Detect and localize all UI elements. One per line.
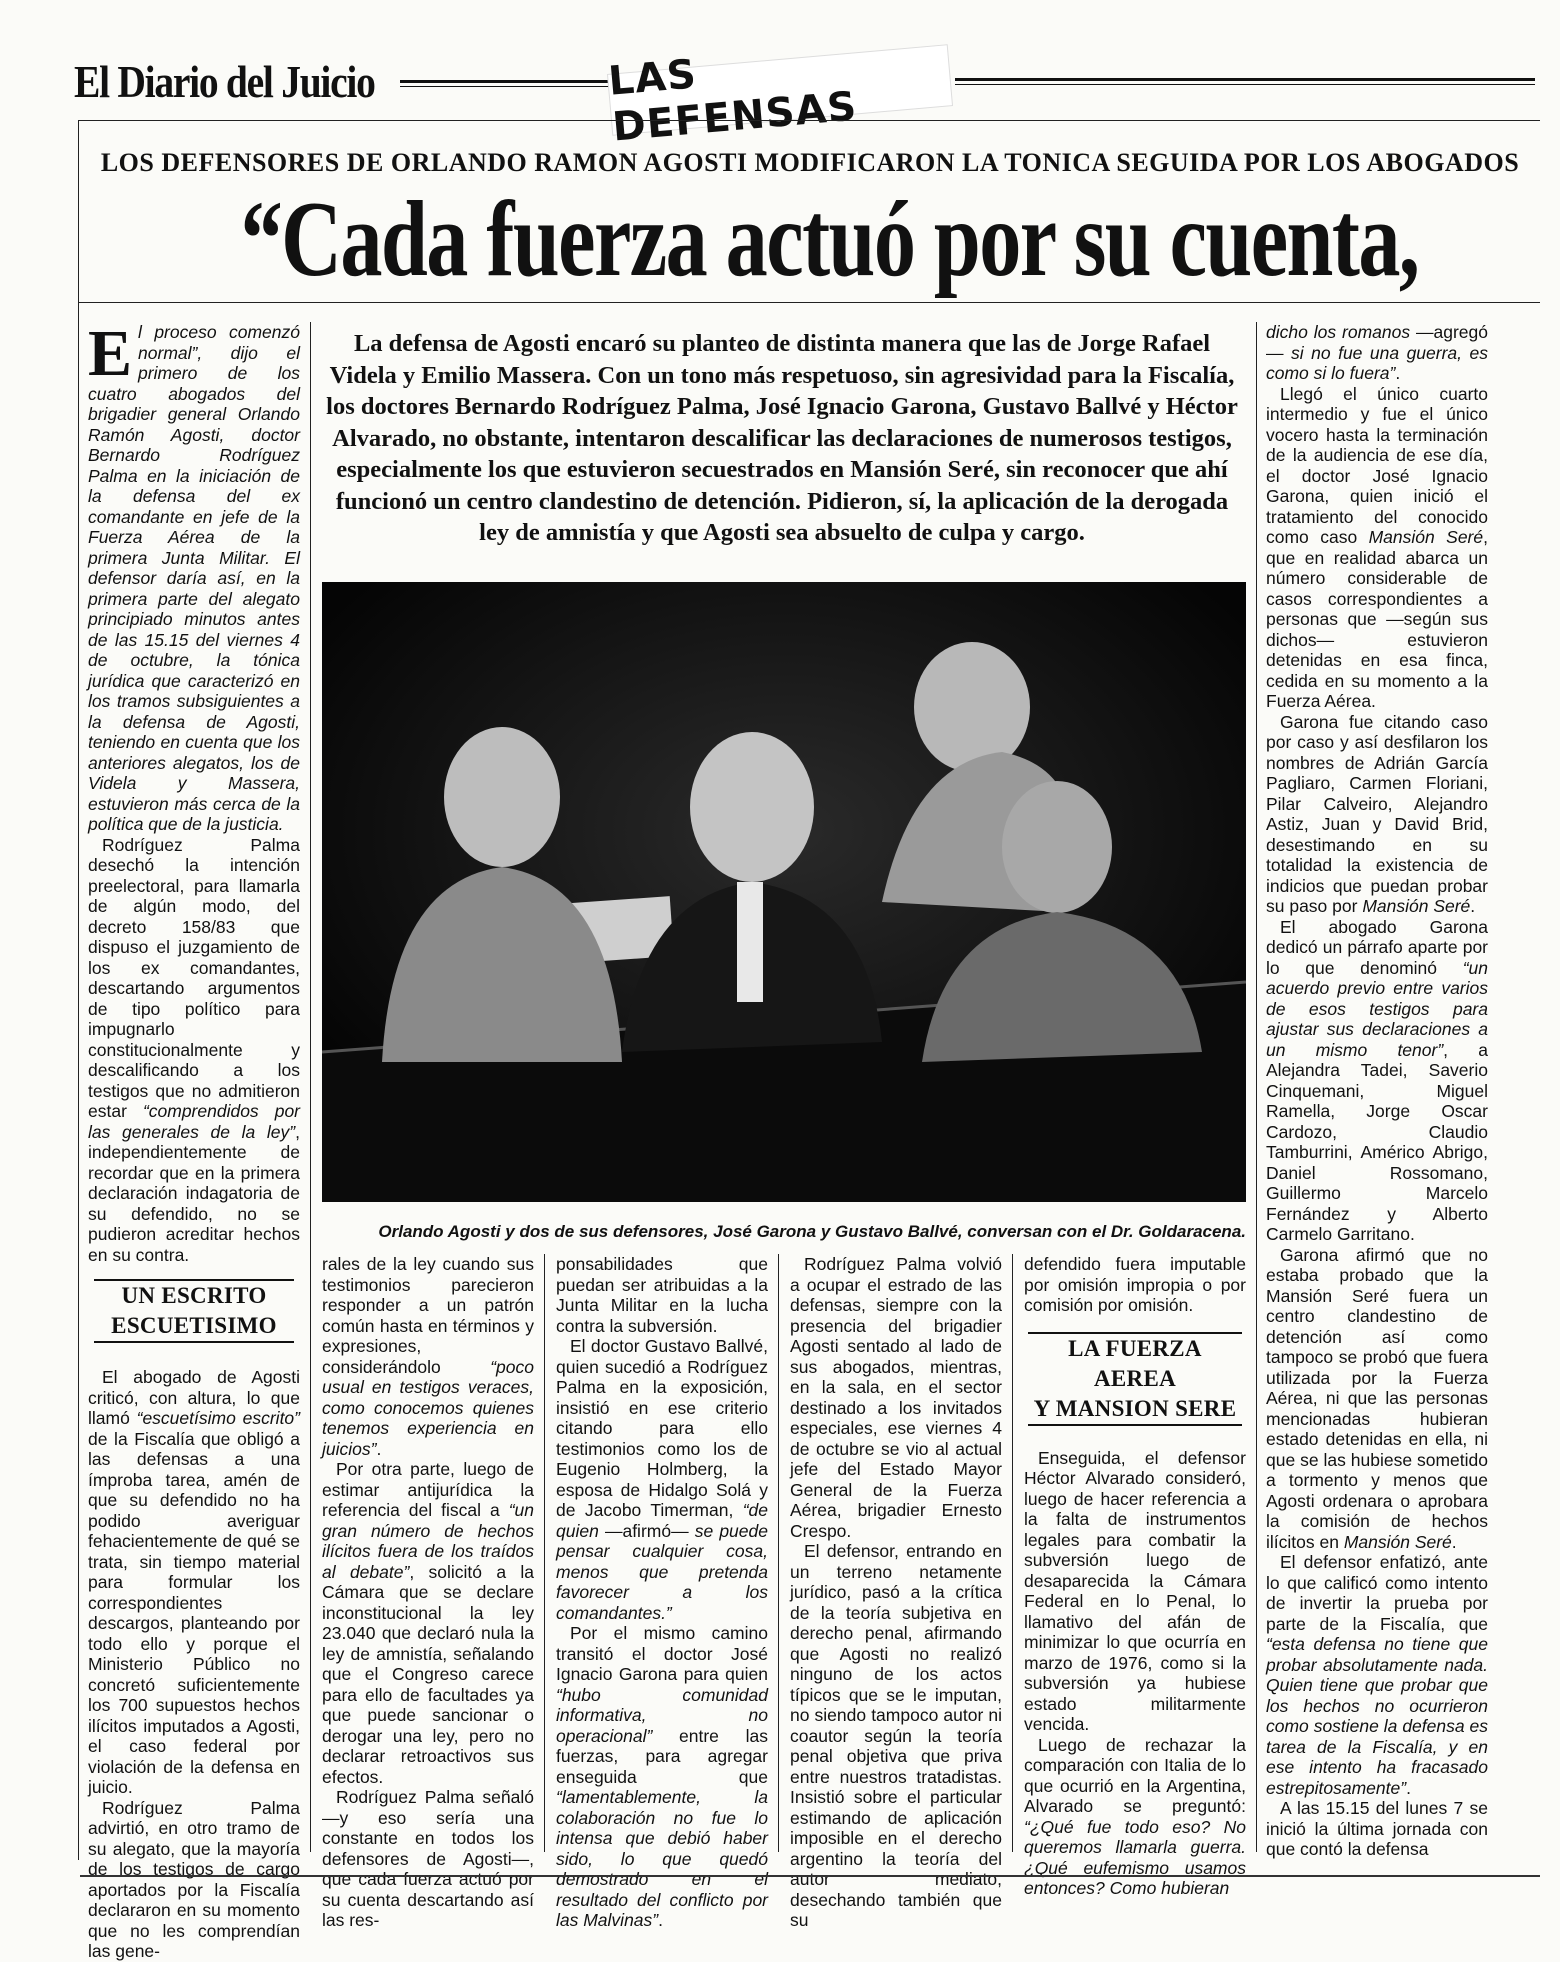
paragraph: defendido fuera imputable por omisión impropia o por comisión por omisión. xyxy=(1024,1254,1246,1315)
text: —afirmó— xyxy=(598,1520,695,1541)
subhead-line: ESCUETISIMO xyxy=(111,1313,277,1338)
bottom-rule xyxy=(80,1875,1540,1877)
paragraph xyxy=(556,1623,768,1931)
shirt xyxy=(737,882,763,1002)
person-head xyxy=(690,732,814,882)
subhead-un-escrito xyxy=(94,1279,294,1343)
photo-illustration xyxy=(322,582,1246,1202)
text: El abogado de Agosti criticó, con altura, lo que llamó xyxy=(88,1367,300,1428)
text: El doctor Gustavo Ballvé, quien sucedió a Rodríguez Palma en la exposición, insistió en ese criterio citando para ello testimonios como los de Eugenio Holmberg, la esposa de Hidalgo Solá y de Jacobo Timerman, xyxy=(556,1336,768,1520)
text: . xyxy=(376,1438,382,1459)
text: “¿Qué fue todo eso? No queremos llamarla guerra. ¿Qué eufemismo usamos entonces? Como hubieran xyxy=(1024,1816,1246,1898)
photo xyxy=(322,582,1246,1202)
text: “de quien xyxy=(556,1500,768,1541)
text: si no fue una guerra, es como si lo fuera” xyxy=(1266,342,1488,383)
text: . xyxy=(1451,1531,1457,1552)
subhead-line: LA FUERZA AEREA xyxy=(1068,1335,1202,1391)
paragraph xyxy=(88,835,300,1266)
text: “hubo comunidad informativa, no operacional” xyxy=(556,1684,768,1746)
text: “esta defensa no tiene que probar absolutamente nada. Quien tiene que probar que los hechos no ocurrieron como sostiene la defensa es tarea de la Fiscalía, y en ese intento ha fracasado estrepitosamente” xyxy=(1266,1634,1488,1798)
text: de la Fiscalía que obligó a las defensas a una ímproba tarea, amén de que su defendido no ha podido averiguar fehacientemente de qué se trata, sin tiempo material para formular los correspondientes descargos, planteando por todo ello y porque el Ministerio Público no concretó suficientemente los 700 supuestos hechos ilícitos imputados a Agosti, el caso federal por violación de la defensa en juicio. xyxy=(88,1428,300,1797)
column-rule xyxy=(544,1254,545,1852)
paragraph xyxy=(556,1336,768,1623)
text: , solicitó a la Cámara que se declare inconstitucional la ley 23.040 que declaró nula la ley de amnistía, señalando que el Congreso carece para ello de facultades ya que puede sancionar o derogar una ley, pero no declarar retroactivos sus efectos. xyxy=(322,1561,534,1787)
paragraph xyxy=(1266,712,1488,917)
paragraph xyxy=(88,1367,300,1798)
lead-paragraph: La defensa de Agosti encaró su planteo de distinta manera que las de Jorge Rafael Videla y Emilio Massera. Con un tono más respetuoso, sin agresividad para la Fiscalía, los doctores Bernardo Rodríguez Palma, José Ignacio Garona, Gustavo Ballvé y Héctor Alvarado, no obstante, intentaron descalificar las declaraciones de numerosos testigos, especialmente los que estuvieron secuestrados en Mansión Seré, sin reconocer que ahí funcionó un centro clandestino de detención. Pidieron, sí, la aplicación de la derogada ley de amnistía y que Agosti sea absuelto de culpa y cargo. xyxy=(326,330,1238,546)
person-head xyxy=(914,642,1030,772)
text: l proceso comenzó normal”, dijo el primero de los cuatro abogados del brigadier general Orlando Ramón Agosti, doctor Bernardo Rodríguez Palma en la iniciación de la defensa del ex comandante en jefe de la Fuerza Aérea de la primera Junta Militar. El defensor daría así, en la primera parte del alegato principiado minutos antes de las 15.15 del viernes 4 de octubre, la tónica jurídica que caracterizó en los tramos subsiguientes a la defensa de Agosti, teniendo en cuenta que los anteriores alegatos, los de Videla y Massera, estuvieron más cerca de la política que de la justicia. xyxy=(88,322,300,834)
text: Garona afirmó que no estaba probado que la Mansión Seré fuera un centro clandestino de detención así como tampoco se probó que fuera utilizada por la Fuerza Aérea, ni que las personas mencionadas hubieran estado detenidas en ella, ni que se las hubiese sometido a tormento y menos que Agosti ordenara o aprobara la comisión de hechos ilícitos en xyxy=(1266,1244,1488,1552)
column-1 xyxy=(88,317,300,1962)
text: se puede pensar cualquier cosa, menos que pretenda favorecer a los comandantes.” xyxy=(556,1520,768,1623)
text: Luego de rechazar la comparación con Italia de lo que ocurrió en la Argentina, Alvarado se preguntó: xyxy=(1024,1734,1246,1816)
paragraph xyxy=(1266,1552,1488,1798)
column-6 xyxy=(1266,322,1488,1860)
kicker: LOS DEFENSORES DE ORLANDO RAMON AGOSTI MODIFICARON LA TONICA SEGUIDA POR LOS ABOGADOS xyxy=(100,148,1520,177)
text: Mansión Seré xyxy=(1362,896,1471,916)
paragraph xyxy=(322,1459,534,1787)
text: “lamentablemente, la colaboración no fue lo intensa que debió haber sido, lo que quedó demostrado en el resultado del conflicto por las Malvinas” xyxy=(556,1787,768,1930)
paragraph: Rodríguez Palma advirtió, en otro tramo de su alegato, que la mayoría de los testigos de cargo aportados por la Fiscalía declararon en su momento que no les comprendían las gene- xyxy=(88,1797,300,1961)
text: rales de la ley cuando sus testimonios parecieron responder a un patrón común hasta en términos y expresiones, considerándolo xyxy=(322,1254,534,1377)
paragraph: A las 15.15 del lunes 7 se inició la última jornada con que contó la defensa xyxy=(1266,1798,1488,1859)
column-rule xyxy=(310,322,311,1852)
masthead-rule xyxy=(400,80,610,83)
text: , independientemente de recordar que en la primera declaración indagatoria de su defendido, no se pudieron acreditar hechos en su contra. xyxy=(88,1121,300,1265)
frame-rule xyxy=(78,120,1540,121)
paragraph xyxy=(322,1254,534,1459)
paragraph: ponsabilidades que puedan ser atribuidas a la Junta Militar en la lucha contra la subversión. xyxy=(556,1254,768,1336)
text: . xyxy=(1406,1777,1411,1798)
masthead-rule xyxy=(955,84,1535,85)
column-rule xyxy=(1256,322,1257,1852)
paragraph: El defensor, entrando en un terreno netamente jurídico, pasó a la crítica de la teoría subjetiva en derecho penal, afirmando que Agosti no realizó ninguno de los actos típicos que se le imputan, no siendo tampoco autor ni coautor según la teoría penal objetiva que priva entre nuestros tratadistas. Insistió sobre el particular estimando de aplicación imposible en el derecho argentino la teoría del autor mediato, desechando también que su xyxy=(790,1541,1002,1930)
masthead-rule xyxy=(955,78,1535,81)
text: “escuetísimo escrito” xyxy=(136,1408,300,1428)
text: “un acuerdo previo entre varios de esos testigos para ajustar sus declaraciones a un mismo tenor” xyxy=(1266,957,1488,1060)
text: Mansión Seré xyxy=(1368,527,1484,547)
text: “poco usual en testigos veraces, como conocemos quienes tenemos experiencia en juicios” xyxy=(322,1356,534,1459)
text: —agregó— xyxy=(1266,322,1488,363)
paragraph xyxy=(1266,322,1488,384)
dropcap: E xyxy=(88,317,133,390)
text: Por otra parte, luego de estimar antijurídica la referencia del fiscal a xyxy=(322,1459,534,1520)
masthead: El Diario del Juicio xyxy=(74,56,375,107)
paragraph xyxy=(1266,384,1488,712)
frame-rule xyxy=(78,120,79,1860)
text: dicho los romanos xyxy=(1266,322,1411,342)
subhead-line: UN ESCRITO xyxy=(121,1283,267,1308)
text: , a Alejandra Tadei, Saverio Cinquemani, Miguel Ramella, Jorge Oscar Cardozo, Claudio Tamburrini, Américo Abrigo, Daniel Rossomano, Guillermo Marcelo Fernández y Alberto Carmelo Garritano. xyxy=(1266,1039,1488,1244)
text: . xyxy=(1395,363,1401,383)
text: “comprendidos por las generales de la ley” xyxy=(88,1101,300,1142)
masthead-rule xyxy=(400,86,610,87)
photo-caption: Orlando Agosti y dos de sus defensores, José Garona y Gustavo Ballvé, conversan con el Dr. Goldaracena. xyxy=(378,1222,1246,1241)
subhead-rule xyxy=(94,1341,294,1343)
person-head xyxy=(444,727,560,867)
subhead-fuerza-aerea xyxy=(1028,1332,1242,1426)
paragraph: Rodríguez Palma volvió a ocupar el estrado de las defensas, siempre con la presencia del brigadier Agosti sentado al lado de sus abogados, mientras, en la sala, en el sector destinado a los invitados especiales, ese viernes 4 de octubre se vio al actual jefe del Estado Mayor General de la Fuerza Aérea, brigadier Ernesto Crespo. xyxy=(790,1254,1002,1541)
paragraph xyxy=(1024,1735,1246,1899)
text: El abogado Garona dedicó un párrafo aparte por lo que denominó xyxy=(1266,916,1488,978)
frame-rule xyxy=(78,302,1540,303)
column-3 xyxy=(556,1254,768,1931)
section-tag xyxy=(606,45,952,151)
column-rule xyxy=(1012,1254,1013,1852)
text: Garona fue citando caso por caso y así desfilaron los nombres de Adrián García Pagliaro, Carmen Floriani, Pilar Calveiro, Alejandro Astiz, Juan y David Brid, desestimando en su totalidad la existencia de indicios que puedan probar su paso por xyxy=(1266,711,1488,916)
paragraph xyxy=(1266,917,1488,1245)
text: Rodríguez Palma desechó la intención preelectoral, para llamarla de algún modo, del decreto 158/83 que dispuso el juzgamiento de los ex comandantes, descartando argumentos de tipo político para impugnarlo constitucionalmente y descalificando a los testigos que no admitieron estar xyxy=(88,834,300,1121)
column-2 xyxy=(322,1254,534,1931)
headline: “Cada fuerza actuó por su cuenta, xyxy=(240,180,1419,299)
subhead-rule xyxy=(1028,1424,1242,1426)
column-4 xyxy=(790,1254,1002,1931)
text: Mansión Seré xyxy=(1343,1531,1452,1552)
section-tag-label: LAS DEFENSAS xyxy=(606,51,859,151)
text: Por el mismo camino transitó el doctor José Ignacio Garona para quien xyxy=(556,1623,768,1684)
text: . xyxy=(1470,896,1476,916)
text: . xyxy=(658,1910,663,1930)
column-rule xyxy=(778,1254,779,1852)
person-head xyxy=(1002,781,1112,913)
paragraph: Enseguida, el defensor Héctor Alvarado consideró, luego de hacer referencia a la falta de instrumentos legales para combatir la subversión luego de desaparecida la Cámara Federal en lo Penal, lo llamativo del afán de minimizar lo que ocurría en marzo de 1976, como si la subversión ya hubiese estado militarmente vencida. xyxy=(1024,1447,1246,1734)
text: “un gran número de hechos ilícitos fuera de los traídos al debate” xyxy=(322,1500,534,1582)
text: Llegó el único cuarto intermedio y fue el único vocero hasta la terminación de la audiencia de ese día, el doctor José Ignacio Garona, quien inició el tratamiento del conocido como caso xyxy=(1266,383,1488,547)
text: El defensor enfatizó, ante lo que calificó como intento de invertir la prueba por parte de la Fiscalía, que xyxy=(1266,1552,1488,1634)
paragraph xyxy=(88,317,300,835)
subhead-line: Y MANSION SERE xyxy=(1033,1395,1237,1421)
text: entre las fuerzas, para agregar enseguida que xyxy=(556,1725,768,1787)
text: , que en realidad abarca un número considerable de casos correspondientes a personas que —según sus dichos— estuvieron detenidas en esa finca, cedida en su momento a la Fuerza Aérea. xyxy=(1266,527,1488,711)
paragraph: Rodríguez Palma señaló —y eso sería una constante en todos los defensores de Agosti—, que cada fuerza actuó por su cuenta descartando así las res- xyxy=(322,1787,534,1930)
column-5 xyxy=(1024,1254,1246,1899)
paragraph xyxy=(1266,1245,1488,1553)
